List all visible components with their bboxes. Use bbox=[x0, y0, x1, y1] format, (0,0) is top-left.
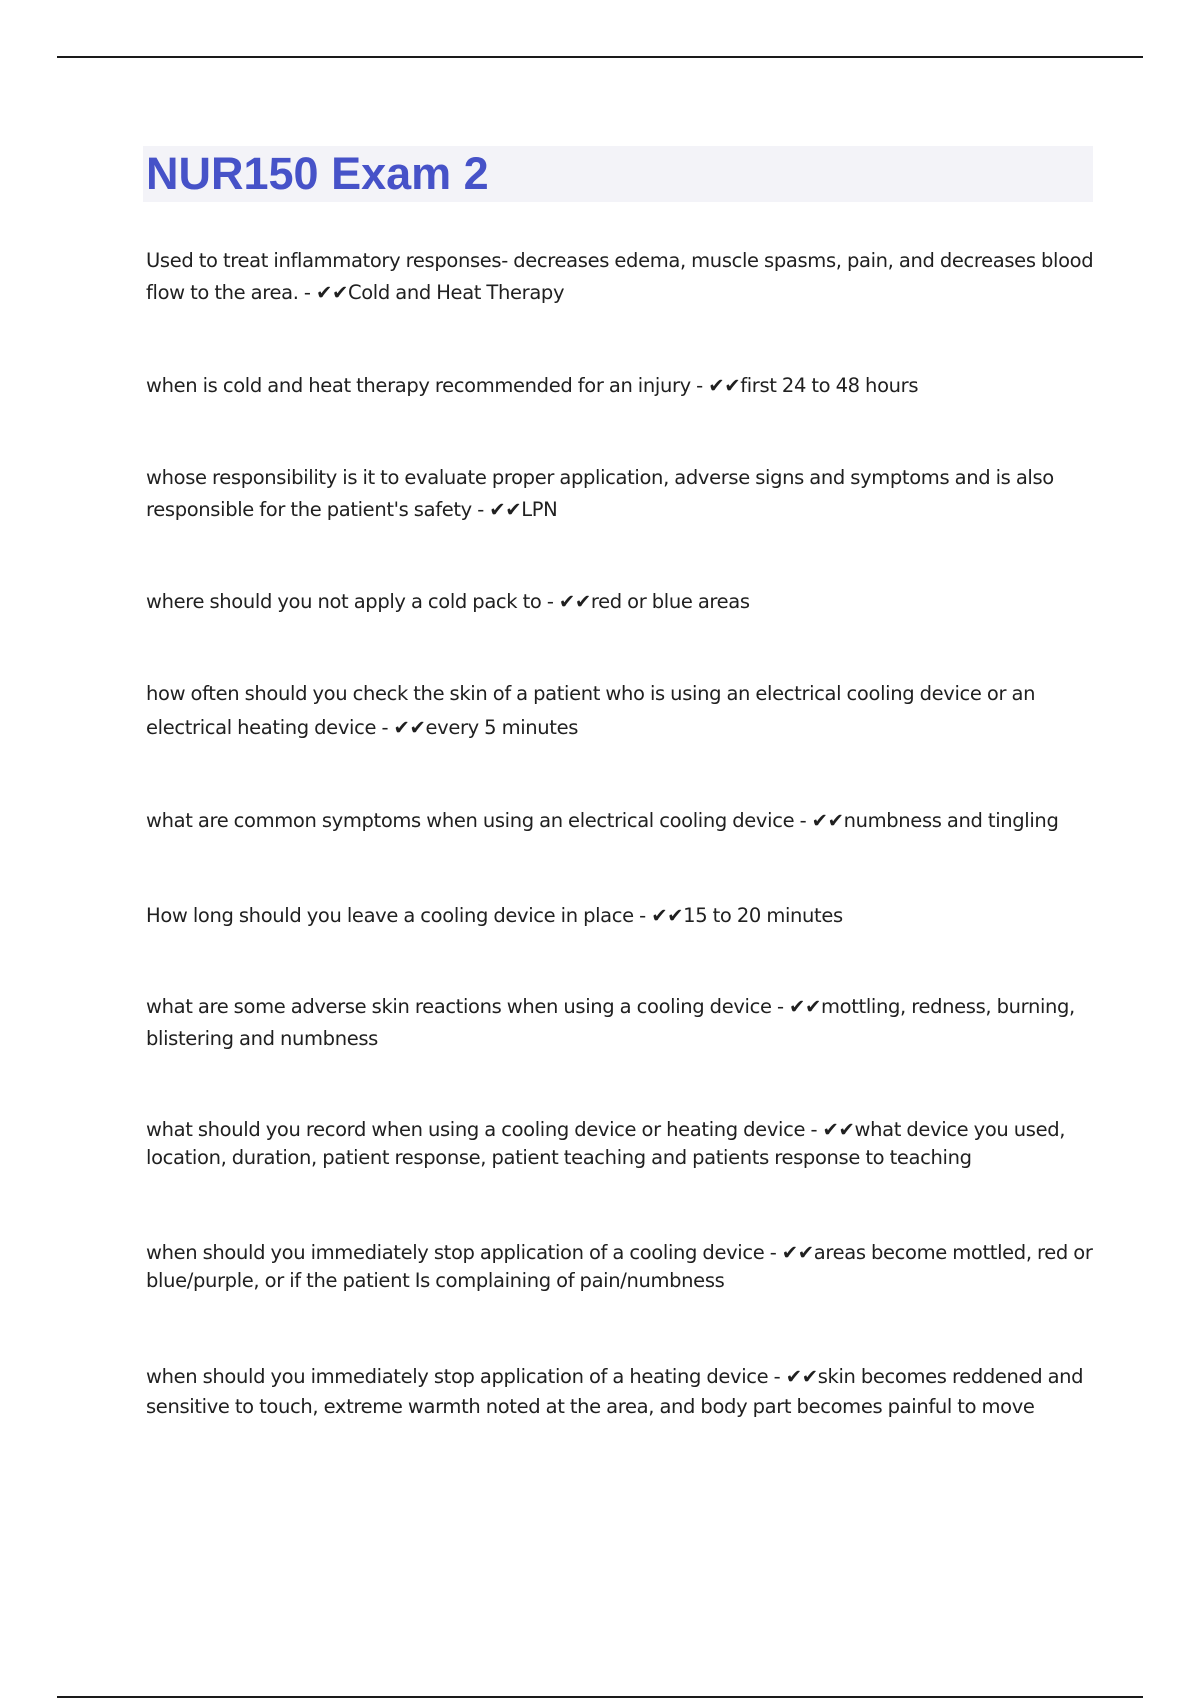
question-text: when should you immediately stop application of a cooling device bbox=[146, 1241, 765, 1264]
separator: - bbox=[541, 590, 559, 613]
bottom-rule bbox=[57, 1696, 1143, 1698]
question-text: whose responsibility is it to evaluate proper application, adverse signs and symptoms and is also responsible for the patient's safety bbox=[146, 466, 1054, 521]
qa-item bbox=[146, 586, 1101, 618]
question-text: what are common symptoms when using an electrical cooling device bbox=[146, 809, 795, 832]
answer-text: skin becomes reddened and sensitive to touch, extreme warmth noted at the area, and body part becomes painful to move bbox=[146, 1365, 1084, 1418]
qa-item bbox=[146, 1116, 1101, 1172]
qa-item bbox=[146, 370, 1101, 402]
qa-item bbox=[146, 991, 1101, 1055]
answer-text: first 24 to 48 hours bbox=[740, 374, 919, 397]
double-check-icon: ✔✔ bbox=[558, 590, 591, 613]
answer-text: red or blue areas bbox=[590, 590, 750, 613]
double-check-icon: ✔✔ bbox=[811, 809, 844, 832]
answer-text: numbness and tingling bbox=[843, 809, 1059, 832]
qa-item bbox=[146, 245, 1101, 309]
question-text: how often should you check the skin of a patient who is using an electrical cooling device or an electrical heating device bbox=[146, 682, 1036, 739]
qa-item bbox=[146, 677, 1101, 745]
question-text: How long should you leave a cooling device in place bbox=[146, 904, 634, 927]
top-rule bbox=[57, 56, 1143, 58]
double-check-icon: ✔✔ bbox=[489, 498, 522, 521]
separator: - bbox=[768, 1365, 786, 1388]
double-check-icon: ✔✔ bbox=[789, 995, 822, 1018]
answer-text: mottling, redness, burning, blistering and numbness bbox=[146, 995, 1075, 1050]
question-text: what are some adverse skin reactions when using a cooling device bbox=[146, 995, 772, 1018]
double-check-icon: ✔✔ bbox=[393, 716, 426, 739]
qa-item bbox=[146, 805, 1101, 837]
separator: - bbox=[633, 904, 652, 927]
double-check-icon: ✔✔ bbox=[822, 1118, 855, 1141]
double-check-icon: ✔✔ bbox=[651, 904, 684, 927]
question-text: when should you immediately stop application of a heating device bbox=[146, 1365, 769, 1388]
question-text: when is cold and heat therapy recommended for an injury bbox=[146, 374, 691, 397]
separator: - bbox=[771, 995, 790, 1018]
question-text: where should you not apply a cold pack to bbox=[146, 590, 542, 613]
double-check-icon: ✔✔ bbox=[785, 1365, 818, 1388]
answer-text: areas become mottled, red or blue/purple, or if the patient Is complaining of pain/numbness bbox=[146, 1241, 1093, 1292]
separator: - bbox=[376, 716, 394, 739]
question-text: Used to treat inflammatory responses- decreases edema, muscle spasms, pain, and decreases blood flow to the area. bbox=[146, 249, 1094, 304]
answer-text: 15 to 20 minutes bbox=[683, 904, 843, 927]
double-check-icon: ✔✔ bbox=[315, 281, 348, 304]
page-title: NUR150 Exam 2 bbox=[146, 148, 489, 199]
separator: - bbox=[805, 1118, 823, 1141]
answer-text: Cold and Heat Therapy bbox=[347, 281, 565, 304]
separator: - bbox=[764, 1241, 782, 1264]
answer-text: what device you used, location, duration, patient response, patient teaching and patients response to teaching bbox=[146, 1118, 1066, 1169]
separator: - bbox=[690, 374, 709, 397]
question-text: what should you record when using a cooling device or heating device bbox=[146, 1118, 806, 1141]
answer-text: LPN bbox=[521, 498, 558, 521]
separator: - bbox=[794, 809, 812, 832]
qa-item bbox=[146, 462, 1101, 526]
answer-text: every 5 minutes bbox=[425, 716, 579, 739]
double-check-icon: ✔✔ bbox=[781, 1241, 814, 1264]
separator: - bbox=[298, 281, 316, 304]
separator: - bbox=[471, 498, 490, 521]
qa-item bbox=[146, 1239, 1101, 1295]
double-check-icon: ✔✔ bbox=[708, 374, 741, 397]
qa-item bbox=[146, 900, 1101, 932]
qa-item bbox=[146, 1362, 1101, 1422]
